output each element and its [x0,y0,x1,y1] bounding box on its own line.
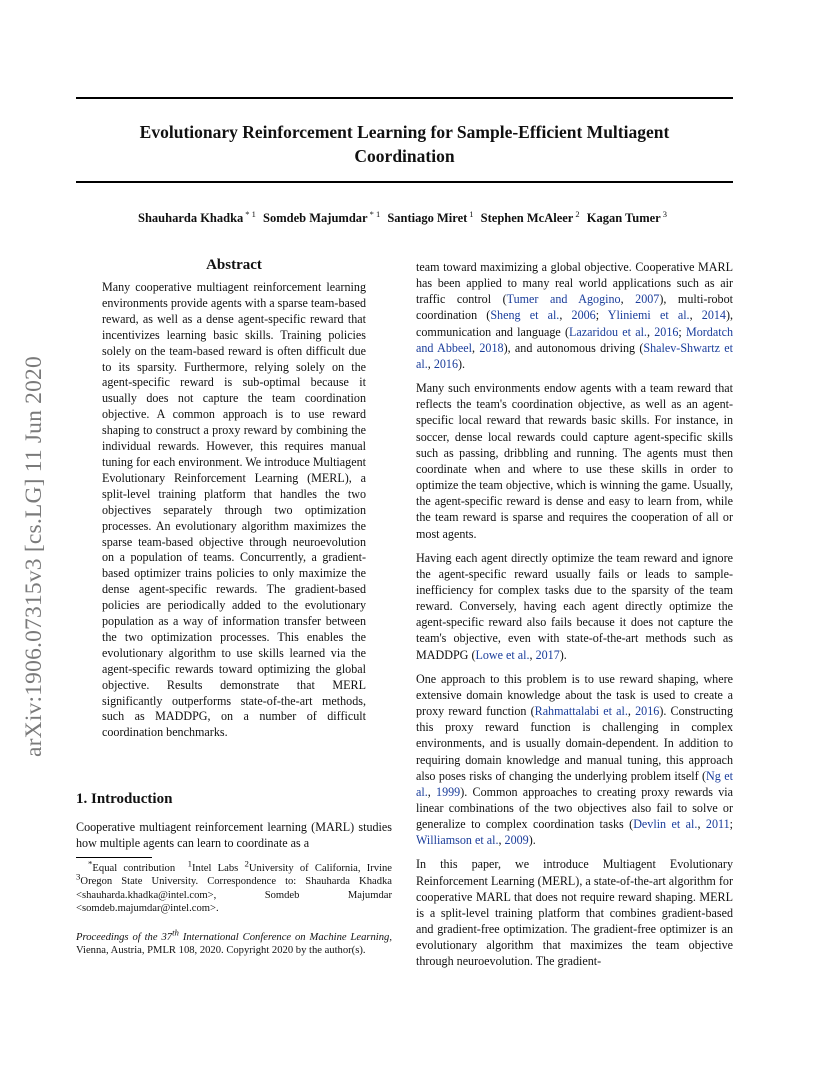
arxiv-identifier: arXiv:1906.07315v3 [cs.LG] 11 Jun 2020 [21,356,47,757]
title-rule-top [76,97,733,99]
citation-link[interactable]: 1999 [436,784,461,799]
citation-link[interactable]: 2009 [504,833,529,848]
abstract-text: Many cooperative multiagent reinforcement learning environments provide agents with a sparse team-based reward, as well as a dense agent-specific reward that incentivizes learning basic skills. Training policies solely on the team-based reward is often difficult due to its sparsity. Furthermore, relying solely on the agent-specific reward is sub-optimal because it usually does not capture the team coordination objective. A common approach is to use reward shaping to construct a proxy reward by combining the individual rewards. However, this requires manual tuning for each environment. We introduce Multiagent Evolutionary Reinforcement Learning (MERL), a split-level training platform that handles the two objectives separately through two optimization processes. An evolutionary algorithm maximizes the sparse team-based objective through neuroevolution on a population of teams. Concurrently, a gradient-based optimizer trains policies to only maximize the dense agent-specific rewards. The gradient-based policies are periodically added to the evolutionary population as a way of information transfer between the two optimization processes. This enables the evolutionary algorithm to use skills learned via the agent-specific rewards toward optimizing the global objective. Results demonstrate that MERL significantly outperforms state-of-the-art methods, such as MADDPG, on a number of difficult coordination benchmarks. [102,280,366,740]
citation-link[interactable]: Ng et al. [416,768,733,799]
citation-link[interactable]: Sheng et al. [490,308,560,323]
proceedings-venue: International Conference on Machine Learning [182,932,390,943]
footnote-mark: 3 [76,871,81,882]
citation-link[interactable]: 2018 [479,340,504,355]
citation-link[interactable]: Rahmattalabi et al. [534,704,628,719]
citation-link[interactable]: Devlin et al. [633,817,698,832]
citation-link[interactable]: Lowe et al. [475,647,530,662]
right-column [416,259,733,978]
author-name: Shauharda Khadka [138,211,244,225]
citation-link[interactable]: 2011 [705,817,730,832]
author-affiliation-mark: 1 [469,208,474,219]
author-list [76,208,733,226]
footnote-mark: * [88,858,93,869]
citation-link[interactable]: 2016 [433,356,458,371]
author-name: Stephen McAleer [480,211,574,225]
body-paragraph: Having each agent directly optimize the team reward and ignore the agent-specific reward usually fails or leads to sample-inefficiency for complex tasks due to the sparsity of the team reward. Conversely, having each agent directly optimize the agent-specific reward also fails because it does not capture the team's objective, even with state-of-the-art methods such as MADDPG (Lowe et al., 2017). [416,550,733,662]
citation-link[interactable]: Lazaridou et al. [569,324,647,339]
introduction-text: Cooperative multiagent reinforcement learning (MARL) studies how multiple agents can learn to coordinate as a [76,820,392,851]
body-paragraph: In this paper, we introduce Multiagent Evolutionary Reinforcement Learning (MERL), a state-of-the-art algorithm for cooperative MARL that does not require reward shaping. MERL is a split-level training platform that combines gradient-based and gradient-free optimization. The gradient-free optimizer is an evolutionary algorithm that maximizes the team objective through neuroevolution. The gradient- [416,857,733,969]
citation-link[interactable]: Yliniemi et al. [607,308,690,323]
proceedings-ordinal: th [172,927,179,938]
footnote-mark: 2 [244,858,249,869]
title-line-2: Coordination [354,146,455,166]
citation-link[interactable]: 2016 [635,704,660,719]
body-paragraph: One approach to this problem is to use reward shaping, where extensive domain knowledge about the task is used to create a proxy reward function (Rahmattalabi et al., 2016). Constructing this proxy reward function is challenging in complex environments, and is usually domain-dependent. In addition to requiring domain knowledge and manual tuning, this approach also poses risks of changing the underlying problem itself (Ng et al., 1999). Common approaches to creating proxy rewards via linear combinations of the two objectives also fail to solve or generalize to complex coordination tasks (Devlin et al., 2011; Williamson et al., 2009). [416,671,734,848]
footnote-mark: 1 [187,858,193,869]
proceedings-footnote [76,927,392,958]
citation-link[interactable]: 2007 [635,292,660,307]
introduction-heading: 1. Introduction [76,791,173,807]
author-name: Kagan Tumer [586,211,661,225]
footnote-text: Intel Labs [192,863,239,874]
footnote-text: University of California, Irvine [248,863,393,874]
citation-link[interactable]: 2014 [701,308,726,323]
citation-link[interactable]: 2016 [654,324,679,339]
citation-link[interactable]: Mordatch and Abbeel [416,324,734,355]
affiliation-footnote [76,858,393,915]
citation-link[interactable]: 2006 [571,308,596,323]
proceedings-text: , Vienna, Austria, PMLR 108, 2020. Copyright 2020 by the author(s). [76,932,392,957]
author-name: Somdeb Majumdar [263,211,368,225]
author-affiliation-mark: 3 [662,208,667,219]
title-line-1: Evolutionary Reinforcement Learning for Sample-Efficient Multiagent [139,122,670,142]
proceedings-number: 37 [161,932,173,943]
footnote-text: Oregon State University. Correspondence to: Shauharda Khadka <shauharda.khadka@intel.com>, Somdeb Majumdar <somdeb.majumdar@intel.com>. [76,876,392,914]
author-affiliation-mark: * 1 [369,208,381,219]
citation-link[interactable]: Tumer and Agogino [506,292,621,307]
author-name: Santiago Miret [387,211,468,225]
author-affiliation-mark: * 1 [245,208,256,219]
proceedings-text: Proceedings of the [76,932,158,943]
body-paragraph: team toward maximizing a global objective. Cooperative MARL has been applied to many real world applications such as air traffic control (Tumer and Agogino, 2007), multi-robot coordination (Sheng et al., 2006; Yliniemi et al., 2014), communication and language (Lazaridou et al., 2016; Mordatch and Abbeel, 2018), and autonomous driving (Shalev-Shwartz et al., 2016). [416,260,734,371]
citation-link[interactable]: Williamson et al. [416,833,499,848]
footnote-text: Equal contribution [92,863,176,874]
author-affiliation-mark: 2 [575,208,580,219]
citation-link[interactable]: Shalev-Shwartz et al. [416,340,733,371]
citation-link[interactable]: 2017 [535,647,560,662]
paper-title [76,120,733,168]
title-rule-bottom [76,181,733,183]
abstract-heading: Abstract [206,257,262,273]
body-paragraph: Many such environments endow agents with a team reward that reflects the team's coordination objective, as well as an agent-specific local reward that rewards basic skills. For instance, in soccer, dense local rewards could capture agent-specific skills such as passing, dribbling and running. The agents must then coordinate when and where to use these skills in order to optimize the team objective, which is winning the game. Usually, the agent-specific reward is dense and easy to learn from, while the team reward is sparse and requires the cooperation of all or most agents. [416,381,733,541]
